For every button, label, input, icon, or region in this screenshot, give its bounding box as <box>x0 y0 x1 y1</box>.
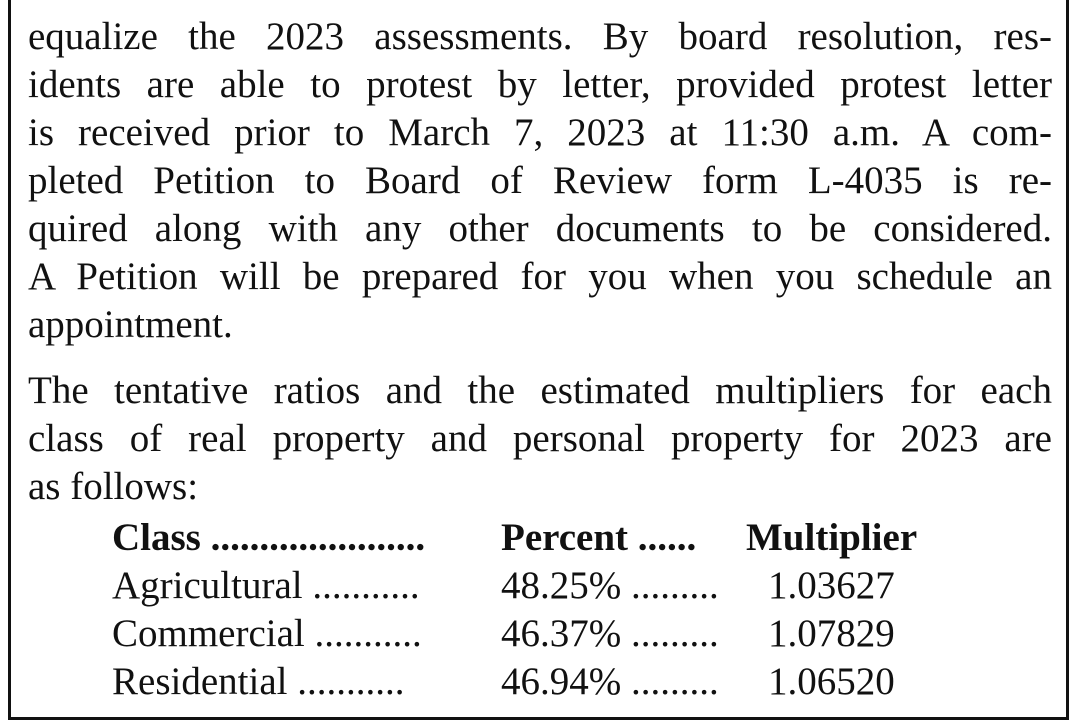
row-multiplier: 1.06520 <box>768 660 895 703</box>
paragraph-line-7: appointment. <box>28 303 233 346</box>
paragraph-line-1-rest: assessments. By board resolution, res- <box>374 15 1053 58</box>
paragraph-line-1-start: equalize the 2023 <box>28 15 345 58</box>
row-percent: 46.37% ......... <box>501 612 719 655</box>
header-multiplier: Multiplier <box>746 516 918 559</box>
row-percent: 46.94% ......... <box>501 660 719 703</box>
row-class: Residential ........... <box>112 660 405 703</box>
paragraph2-line-1: The tentative ratios and the estimated multipliers for each <box>28 369 1052 412</box>
row-multiplier: 1.07829 <box>768 612 895 655</box>
paragraph-line-6: A Petition will be prepared for you when you schedule an <box>28 255 1052 298</box>
row-class: Agricultural ........... <box>112 564 420 607</box>
row-percent: 48.25% ......... <box>501 564 719 607</box>
paragraph-line-4: pleted Petition to Board of Review form L-4035 is re- <box>28 159 1052 202</box>
paragraph2-line-3: as follows: <box>28 465 199 508</box>
row-multiplier: 1.03627 <box>768 564 895 607</box>
paragraph-line-1 <box>28 13 1052 61</box>
paragraph2-line-2: class of real property and personal property for 2023 are <box>28 417 1052 460</box>
header-percent: Percent ...... <box>501 516 697 559</box>
row-class: Commercial ........... <box>112 612 422 655</box>
paragraph-line-2: idents are able to protest by letter, provided protest letter <box>28 63 1052 106</box>
header-class: Class ...................... <box>112 516 426 559</box>
paragraph-line-3: is received prior to March 7, 2023 at 11:30 a.m. A com- <box>28 111 1052 154</box>
paragraph-line-5: quired along with any other documents to be considered. <box>28 207 1052 250</box>
